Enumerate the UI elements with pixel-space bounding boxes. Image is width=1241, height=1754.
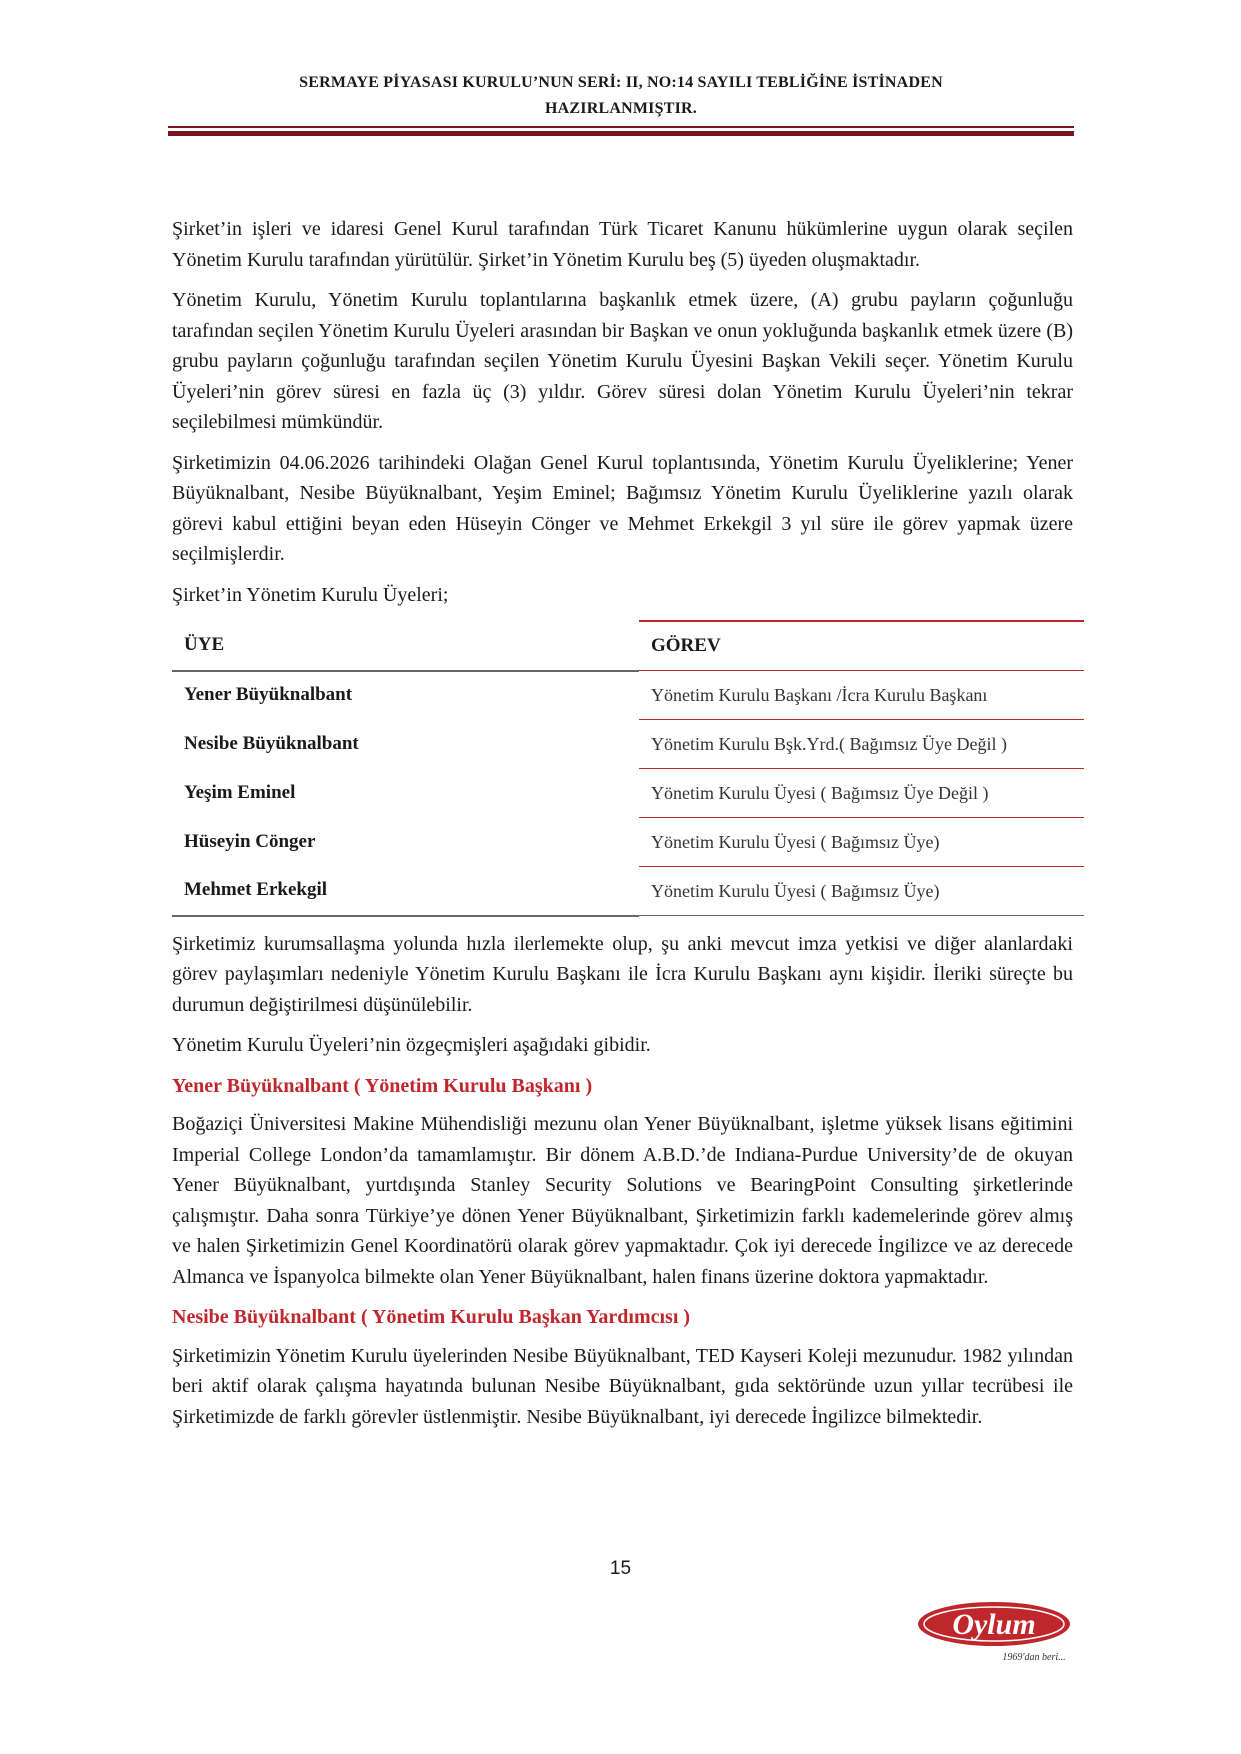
member-role: Yönetim Kurulu Üyesi ( Bağımsız Üye) (639, 867, 1084, 916)
paragraph: Yönetim Kurulu Üyeleri’nin özgeçmişleri aşağıdaki gibidir. (172, 1034, 651, 1056)
page-number: 15 (609, 1558, 632, 1579)
logo-tagline: 1969'dan beri... (1002, 1652, 1066, 1663)
paragraph: Şirketimizin 04.06.2026 tarihindeki Olağan Genel Kurul toplantısında, Yönetim Kurulu Üyeliklerine; Yener Büyüknalbant, Nesibe Büyüknalbant, Yeşim Eminel; Bağımsız Yönetim Kurulu Üyeliklerine yazılı olarak görevi kabul ettiğini beyan eden Hüseyin Cönger ve Mehmet Erkekgil 3 yıl süre ile görev yapmak üzere seçilmişlerdir. (172, 451, 1073, 565)
header-line-1: SERMAYE PİYASASI KURULU’NUN SERİ: II, NO:14 SAYILI TEBLİĞİNE İSTİNADEN (299, 74, 943, 91)
header-rule-thick (168, 131, 1074, 136)
table-row (172, 867, 1084, 916)
table-intro: Şirket’in Yönetim Kurulu Üyeleri; (172, 583, 449, 606)
table-row (172, 818, 1084, 867)
bio-text: Şirketimizin Yönetim Kurulu üyelerinden Nesibe Büyüknalbant, TED Kayseri Koleji mezunudur. 1982 yılından beri aktif olarak çalışma hayatında bulunan Nesibe Büyüknalbant, gıda sektöründe uzun yıllar tecrübesi ile Şirketimizde de farklı görevler üstlenmiştir. Nesibe Büyüknalbant, iyi derecede İngilizce bilmektedir. (172, 1344, 1073, 1428)
column-header-member: ÜYE (172, 621, 639, 671)
header-line-2: HAZIRLANMIŞTIR. (545, 100, 697, 117)
table-row (172, 671, 1084, 720)
column-header-role: GÖREV (639, 621, 1084, 671)
member-name: Yener Büyüknalbant (184, 684, 353, 706)
paragraph: Yönetim Kurulu, Yönetim Kurulu toplantılarına başkanlık etmek üzere, (A) grubu payların çoğunluğu tarafından seçilen Yönetim Kurulu Üyeleri arasından bir Başkan ve onun yokluğunda başkanlık etmek üzere (B) grubu payların çoğunluğu tarafından seçilen Yönetim Kurulu Üyesini Başkan Vekili seçer. Yönetim Kurulu Üyeleri’nin görev süresi en fazla üç (3) yıldır. Görev süresi dolan Yönetim Kurulu Üyeleri’nin tekrar seçilebilmesi mümkündür. (172, 289, 1073, 433)
logo-wordmark: Oylum (952, 1608, 1036, 1641)
paragraph: Şirket’in işleri ve idaresi Genel Kurul tarafından Türk Ticaret Kanunu hükümlerine uygun olarak seçilen Yönetim Kurulu tarafından yürütülür. Şirket’in Yönetim Kurulu beş (5) üyeden oluşmaktadır. (172, 218, 1073, 271)
bio-text: Boğaziçi Üniversitesi Makine Mühendisliği mezunu olan Yener Büyüknalbant, işletme yüksek lisans eğitimini Imperial College London’da tamamlamıştır. Bir dönem A.B.D.’de Indiana-Purdue University’de de okuyan Yener Büyüknalbant, yurtdışında Stanley Security Solutions ve BearingPoint Consulting şirketlerinde çalışmıştır. Daha sonra Türkiye’ye dönen Yener Büyüknalbant, Şirketimizin farklı kademelerinde görev almış ve halen Şirketimizin Genel Koordinatörü olarak görev yapmaktadır. Çok iyi derecede İngilizce ve az derecede Almanca ve İspanyolca bilmekte olan Yener Büyüknalbant, halen finans üzerine doktora yapmaktadır. (172, 1113, 1073, 1288)
member-role: Yönetim Kurulu Başkanı /İcra Kurulu Başkanı (639, 671, 1084, 720)
table-row (172, 720, 1084, 769)
member-name: Mehmet Erkekgil (172, 867, 639, 916)
board-members-table (172, 620, 1084, 917)
document-body (172, 214, 1073, 1442)
member-role: Yönetim Kurulu Bşk.Yrd.( Bağımsız Üye Değil ) (639, 720, 1084, 769)
member-role: Yönetim Kurulu Üyesi ( Bağımsız Üye) (639, 818, 1084, 867)
paragraph: Şirketimiz kurumsallaşma yolunda hızla ilerlemekte olup, şu anki mevcut imza yetkisi ve diğer alanlardaki görev paylaşımları nedeniyle Yönetim Kurulu Başkanı ile İcra Kurulu Başkanı aynı kişidir. İleriki süreçte bu durumun değiştirilmesi düşünülebilir. (172, 932, 1073, 1016)
page-header (168, 70, 1074, 122)
member-name: Yeşim Eminel (184, 781, 296, 803)
member-name: Hüseyin Cönger (184, 830, 316, 852)
bio-heading: Nesibe Büyüknalbant ( Yönetim Kurulu Başkan Yardımcısı ) (172, 1306, 691, 1328)
oylum-logo (914, 1598, 1074, 1668)
member-name: Nesibe Büyüknalbant (184, 732, 359, 754)
table-header-row (172, 621, 1084, 671)
member-role: Yönetim Kurulu Üyesi ( Bağımsız Üye Değil ) (639, 769, 1084, 818)
header-rule-thin (168, 126, 1074, 128)
table-row (172, 769, 1084, 818)
bio-heading: Yener Büyüknalbant ( Yönetim Kurulu Başkanı ) (172, 1074, 593, 1097)
